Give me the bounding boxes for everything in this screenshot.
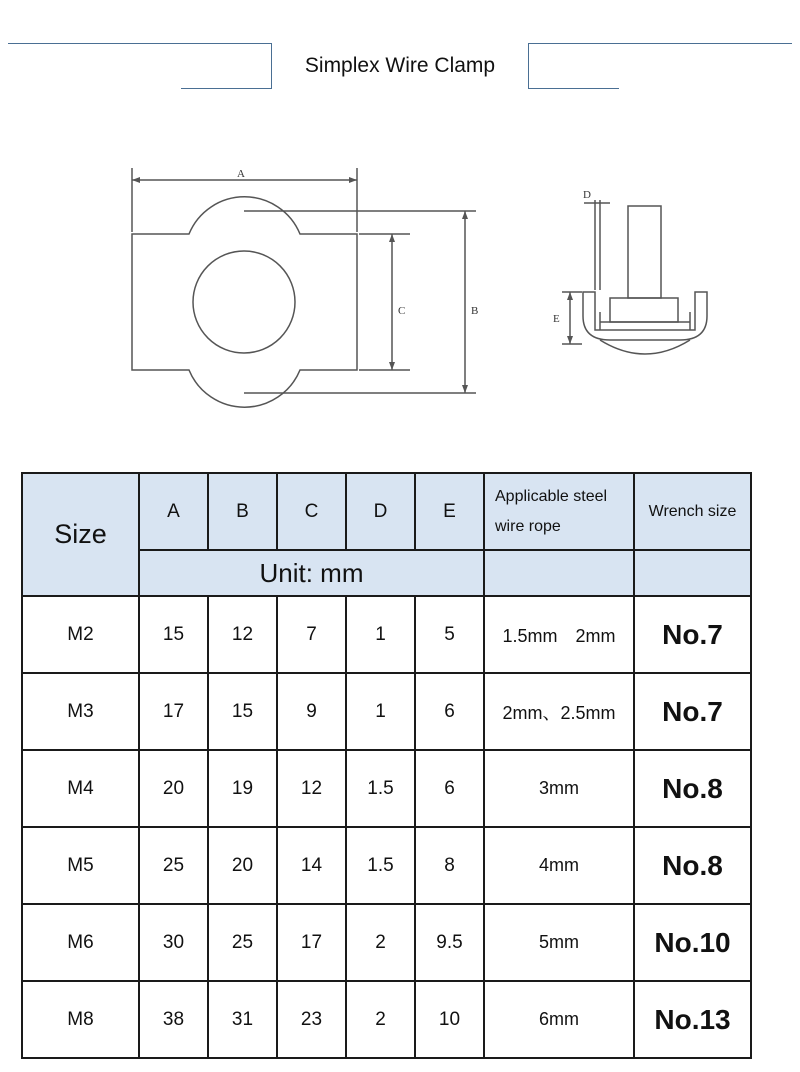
cell-size: M4: [22, 750, 139, 827]
side-view: [562, 200, 707, 354]
dimension-label-d: D: [583, 189, 591, 201]
cell-a: 20: [139, 750, 208, 827]
cell-rope: 5mm: [484, 904, 634, 981]
header-line-right-vertical: [528, 43, 529, 89]
unit-blank-wrench: [634, 550, 751, 596]
cell-d: 1: [346, 596, 415, 673]
cell-d: 2: [346, 904, 415, 981]
wrench-header: Wrench size: [634, 473, 751, 550]
cell-rope: 6mm: [484, 981, 634, 1058]
cell-d: 1: [346, 673, 415, 750]
table-row: [22, 904, 751, 981]
cell-c: 14: [277, 827, 346, 904]
cell-c: 23: [277, 981, 346, 1058]
header-d: D: [346, 473, 415, 550]
unit-label: Unit: mm: [139, 550, 484, 596]
cell-size: M6: [22, 904, 139, 981]
cell-d: 2: [346, 981, 415, 1058]
cell-wrench: No.10: [634, 904, 751, 981]
cell-a: 25: [139, 827, 208, 904]
header-line-right-bottom: [528, 88, 619, 89]
cell-wrench: No.8: [634, 827, 751, 904]
header-a: A: [139, 473, 208, 550]
spec-table: [21, 472, 752, 1059]
header-c: C: [277, 473, 346, 550]
cell-wrench: No.7: [634, 673, 751, 750]
table-row: [22, 673, 751, 750]
cell-b: 25: [208, 904, 277, 981]
header-line-right-top: [528, 43, 792, 44]
rope-header-line1: Applicable steel: [495, 487, 608, 505]
cell-e: 10: [415, 981, 484, 1058]
rope-header: [484, 473, 634, 550]
cell-rope: 1.5mm 2mm: [484, 596, 634, 673]
table-row: [22, 750, 751, 827]
dimension-label-b: B: [471, 305, 479, 317]
header-line-left-top: [8, 43, 272, 44]
header-e: E: [415, 473, 484, 550]
cell-e: 6: [415, 750, 484, 827]
size-header: Size: [22, 473, 139, 596]
cell-rope: 4mm: [484, 827, 634, 904]
cell-rope: 3mm: [484, 750, 634, 827]
table-row: [22, 827, 751, 904]
dimension-label-c: C: [398, 305, 406, 317]
cell-c: 9: [277, 673, 346, 750]
header-line-left-bottom: [181, 88, 272, 89]
cell-b: 31: [208, 981, 277, 1058]
header-b: B: [208, 473, 277, 550]
cell-a: 15: [139, 596, 208, 673]
cell-c: 7: [277, 596, 346, 673]
cell-e: 9.5: [415, 904, 484, 981]
cell-a: 30: [139, 904, 208, 981]
cell-b: 20: [208, 827, 277, 904]
dimension-label-e: E: [553, 313, 560, 325]
rope-header-line2: wire rope: [495, 517, 561, 535]
table-row: [22, 981, 751, 1058]
unit-blank-rope: [484, 550, 634, 596]
cell-rope: 2mm、2.5mm: [484, 673, 634, 750]
cell-e: 8: [415, 827, 484, 904]
cell-a: 17: [139, 673, 208, 750]
cell-c: 12: [277, 750, 346, 827]
header-row: [22, 473, 751, 550]
cell-d: 1.5: [346, 827, 415, 904]
cell-wrench: No.8: [634, 750, 751, 827]
cell-b: 19: [208, 750, 277, 827]
cell-e: 5: [415, 596, 484, 673]
dimension-label-a: A: [237, 168, 245, 180]
page-title: Simplex Wire Clamp: [304, 54, 496, 77]
cell-size: M8: [22, 981, 139, 1058]
cell-b: 15: [208, 673, 277, 750]
cell-c: 17: [277, 904, 346, 981]
cell-size: M2: [22, 596, 139, 673]
cell-a: 38: [139, 981, 208, 1058]
cell-wrench: No.7: [634, 596, 751, 673]
cell-d: 1.5: [346, 750, 415, 827]
cell-b: 12: [208, 596, 277, 673]
front-view: [132, 168, 479, 407]
clamp-drawings: [0, 150, 800, 410]
cell-size: M5: [22, 827, 139, 904]
table-row: [22, 596, 751, 673]
cell-size: M3: [22, 673, 139, 750]
cell-wrench: No.13: [634, 981, 751, 1058]
cell-e: 6: [415, 673, 484, 750]
